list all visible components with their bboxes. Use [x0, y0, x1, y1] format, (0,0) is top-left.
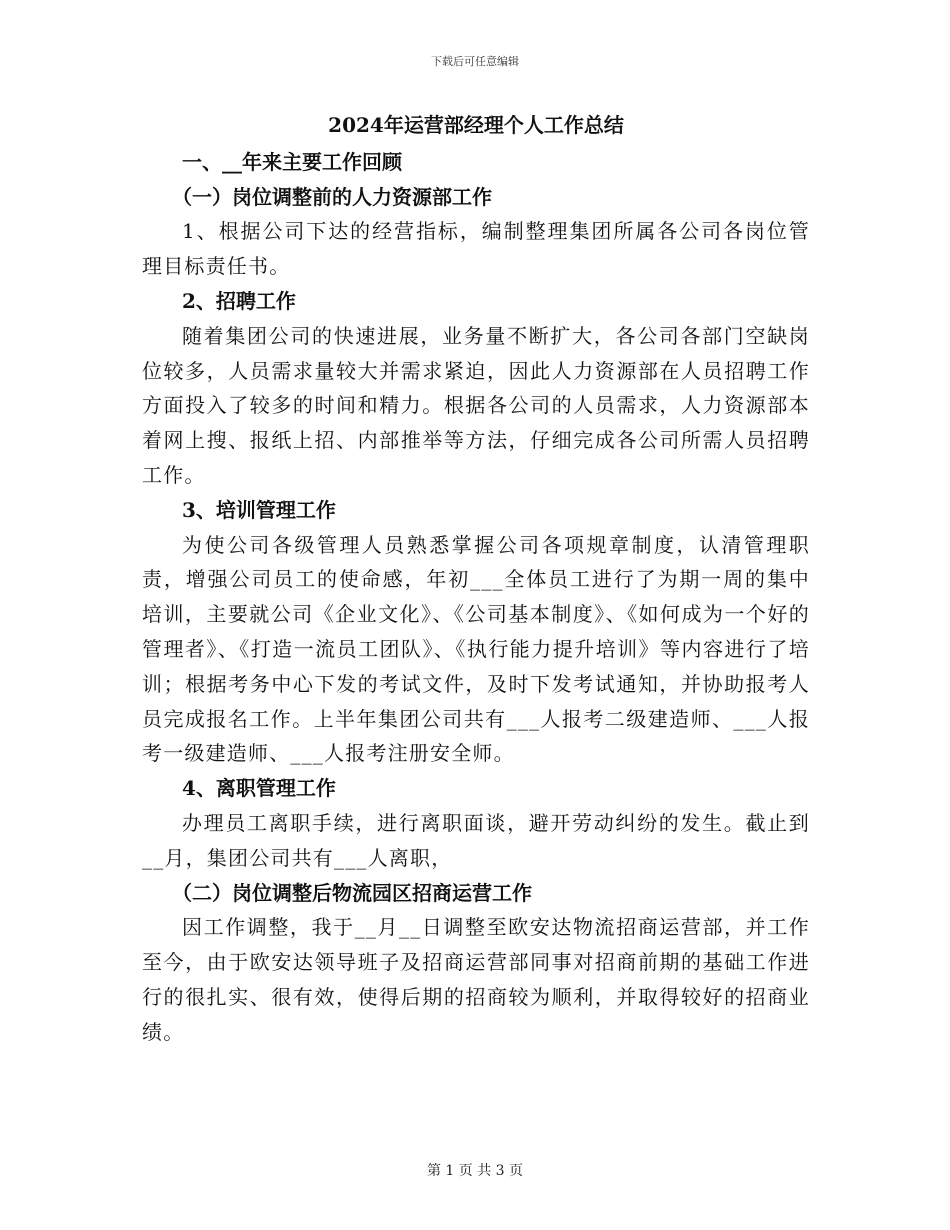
item-2-paragraph: 随着集团公司的快速进展，业务量不断扩大，各公司各部门空缺岗位较多，人员需求量较大并需求紧迫，因此人力资源部在人员招聘工作方面投入了较多的时间和精力。根据各公司的人员需求，人力资源部本着网上搜、报纸上招、内部推举等方法，仔细完成各公司所需人员招聘工作。 [142, 323, 810, 487]
item-2-heading: 2、招聘工作 [182, 288, 296, 313]
item-4-heading: 4、离职管理工作 [182, 776, 336, 801]
page-header-note: 下载后可任意编辑 [431, 55, 519, 68]
item-3-heading: 3、培训管理工作 [182, 497, 336, 522]
document-title: 2024年运营部经理个人工作总结 [328, 113, 624, 137]
subsection-heading-1: （一）岗位调整前的人力资源部工作 [172, 184, 492, 209]
item-3-paragraph: 为使公司各级管理人员熟悉掌握公司各项规章制度，认清管理职责，增强公司员工的使命感，年初___全体员工进行了为期一周的集中培训，主要就公司《企业文化》、《公司基本制度》、《如何成为一个好的管理者》、《打造一流员工团队》、《执行能力提升培训》等内容进行了培训；根据考务中心下发的考试文件，及时下发考试通知，并协助报考人员完成报名工作。上半年集团公司共有___人报考二级建造师、___人报考一级建造师、___人报考注册安全师。 [142, 532, 810, 766]
section-heading-1: 一、__年来主要工作回顾 [182, 149, 402, 174]
item-1-paragraph: 1、根据公司下达的经营指标，编制整理集团所属各公司各岗位管理目标责任书。 [142, 219, 810, 279]
page-number-footer: 第 1 页 共 3 页 [426, 1163, 524, 1179]
subsection-2-paragraph: 因工作调整，我于__月__日调整至欧安达物流招商运营部，并工作至今，由于欧安达领导班子及招商运营部同事对招商前期的基础工作进行的很扎实、很有效，使得后期的招商较为顺利，并取得较好的招商业绩。 [142, 915, 810, 1044]
document-body [142, 108, 810, 1050]
item-4-paragraph: 办理员工离职手续，进行离职面谈，避开劳动纠纷的发生。截止到__月，集团公司共有___人离职， [142, 810, 810, 870]
subsection-heading-2: （二）岗位调整后物流园区招商运营工作 [172, 880, 532, 905]
